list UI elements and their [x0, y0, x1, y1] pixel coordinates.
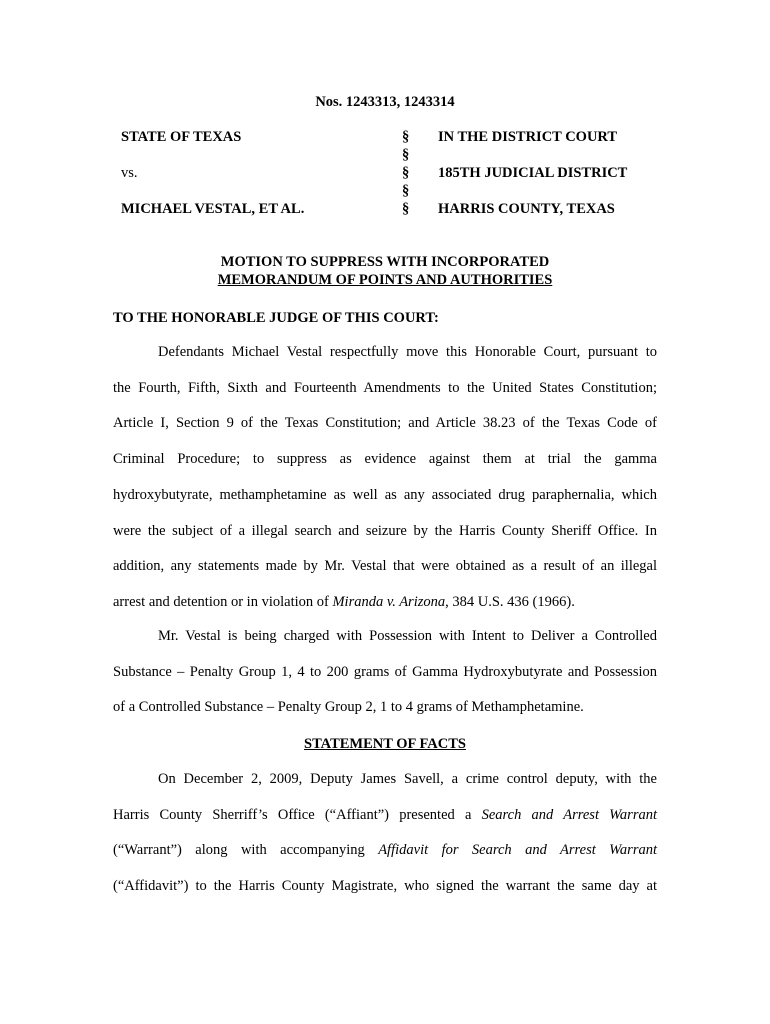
paragraph-line: Mr. Vestal is being charged with Possession with Intent to Deliver a Controlled [158, 628, 657, 644]
salutation: TO THE HONORABLE JUDGE OF THIS COURT: [113, 310, 439, 326]
paragraph-line [113, 798, 657, 834]
paragraph-line: hydroxybutyrate, methamphetamine as well as any associated drug paraphernalia, which [113, 486, 657, 503]
paragraph-line: of a Controlled Substance – Penalty Group 2, 1 to 4 grams of Methamphetamine. [113, 699, 584, 716]
motion-title-line-1: MOTION TO SUPPRESS WITH INCORPORATED [220, 254, 550, 270]
section-symbol: § [402, 147, 410, 163]
motion-title [0, 254, 770, 289]
paragraph-line: Article I, Section 9 of the Texas Constitution; and Article 38.23 of the Texas Code of [113, 415, 657, 432]
caption-versus: vs. [121, 165, 138, 181]
paragraph-facts [113, 762, 657, 905]
line-text: (“Warrant”) along with accompanying [113, 842, 379, 859]
caption-defendant: MICHAEL VESTAL, ET AL. [121, 201, 305, 217]
section-heading-statement-of-facts: STATEMENT OF FACTS [304, 736, 466, 752]
paragraph-motion [113, 335, 657, 621]
section-symbol: § [402, 165, 410, 181]
paragraph-line: Defendants Michael Vestal respectfully move this Honorable Court, pursuant to [158, 344, 657, 360]
caption-district: 185TH JUDICIAL DISTRICT [438, 165, 628, 181]
paragraph-line: Criminal Procedure; to suppress as evidence against them at trial the gamma [113, 451, 657, 468]
caption-court: IN THE DISTRICT COURT [438, 129, 618, 145]
paragraph-line [113, 833, 657, 869]
paragraph-line: addition, any statements made by Mr. Vestal that were obtained as a result of an illegal [113, 558, 657, 575]
case-citation: Miranda v. Arizona [332, 593, 446, 610]
paragraph-line [113, 585, 657, 621]
caption-plaintiff: STATE OF TEXAS [121, 129, 242, 145]
case-numbers: Nos. 1243313, 1243314 [315, 94, 455, 110]
paragraph-charges [113, 619, 657, 726]
paragraph-line: the Fourth, Fifth, Sixth and Fourteenth Amendments to the United States Constitution; [113, 379, 657, 396]
paragraph-line: Substance – Penalty Group 1, 4 to 200 grams of Gamma Hydroxybutyrate and Possession [113, 663, 657, 680]
section-symbol: § [402, 129, 410, 145]
paragraph-line: were the subject of a illegal search and seizure by the Harris County Sheriff Office. In [113, 522, 657, 539]
document-title-italic: Affidavit for Search and Arrest Warrant [378, 842, 657, 859]
case-caption [121, 128, 681, 224]
paragraph-line: (“Affidavit”) to the Harris County Magistrate, who signed the warrant the same day at [113, 878, 657, 895]
line-text: , 384 U.S. 436 (1966). [445, 593, 575, 610]
document-title-italic: Search and Arrest Warrant [481, 806, 657, 823]
caption-county: HARRIS COUNTY, TEXAS [438, 201, 615, 217]
motion-title-line-2: MEMORANDUM OF POINTS AND AUTHORITIES [217, 271, 553, 288]
line-text: Harris County Sherriff’s Office (“Affiant”) presented a [113, 806, 482, 823]
line-text: arrest and detention or in violation of [113, 593, 333, 610]
section-symbol: § [402, 201, 410, 217]
paragraph-line: On December 2, 2009, Deputy James Savell, a crime control deputy, with the [158, 771, 657, 787]
section-symbol: § [402, 183, 410, 199]
